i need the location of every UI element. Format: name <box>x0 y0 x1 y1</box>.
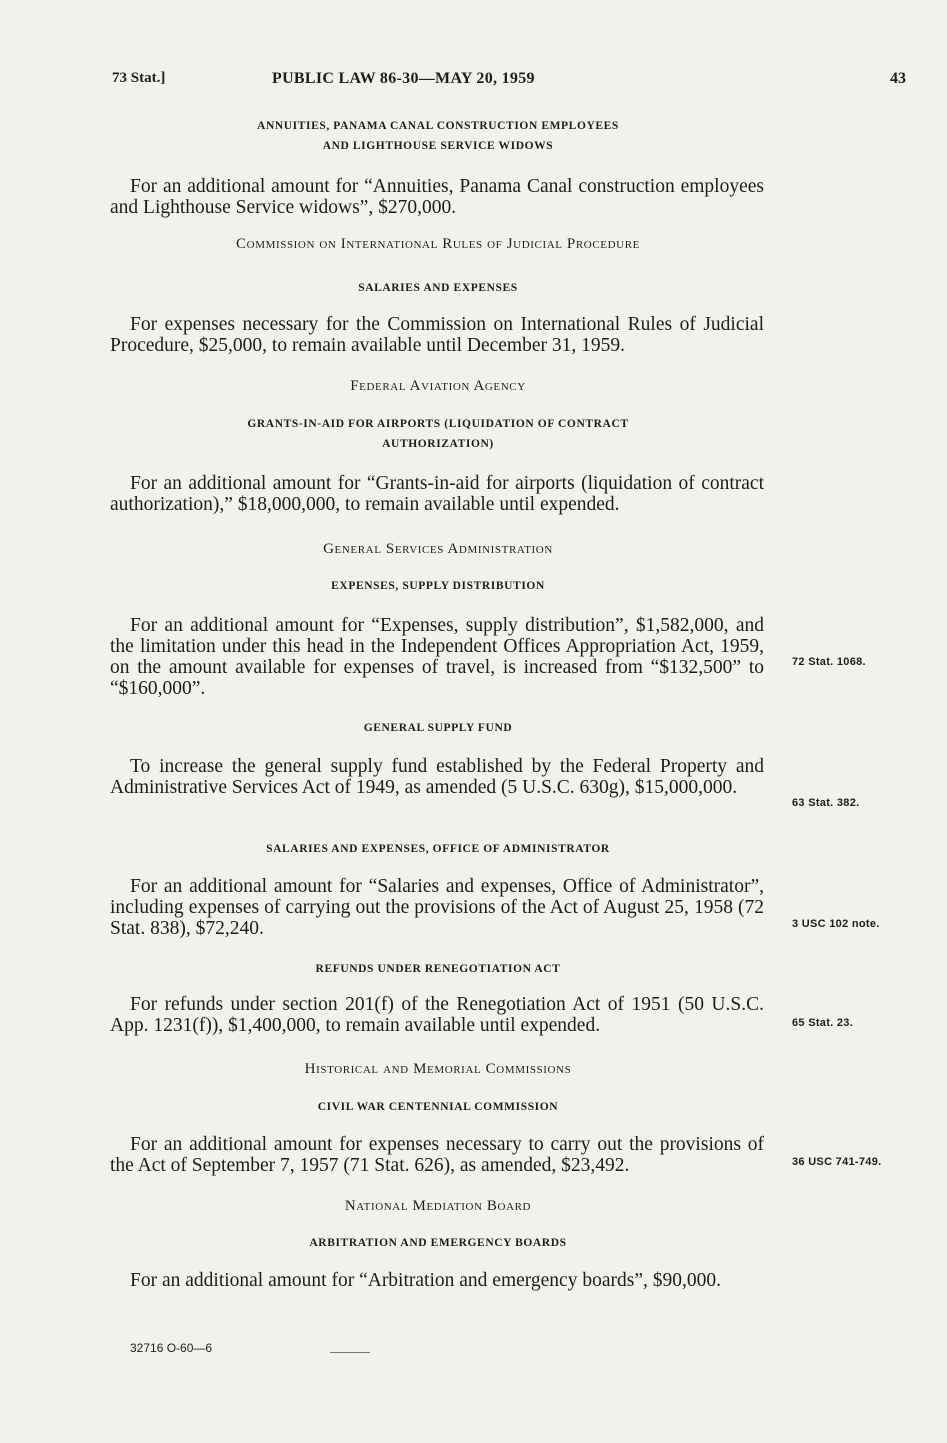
commission-paragraph: For expenses necessary for the Commission on International Rules of Judicial Procedure, $25,000, to remain available until December 31, 1959. <box>110 314 764 356</box>
gsa-expenses-paragraph: For an additional amount for “Expenses, supply distribution”, $1,582,000, and the limitation under this head in the Independent Offices Appropriation Act, 1959, on the amount available for expenses of travel, is increased from “$132,500” to “$160,000”. <box>110 615 764 699</box>
page-title: PUBLIC LAW 86-30—MAY 20, 1959 <box>272 70 535 87</box>
faa-subheading-line-1: GRANTS-IN-AID FOR AIRPORTS (LIQUIDATION OF CONTRACT <box>247 418 629 430</box>
gsa-fund-subheading: GENERAL SUPPLY FUND <box>363 722 513 734</box>
gsa-fund-paragraph: To increase the general supply fund established by the Federal Property and Administrative Services Act of 1949, as amended (5 U.S.C. 630g), $15,000,000. <box>110 756 764 798</box>
page-number: 43 <box>890 70 906 87</box>
nmb-paragraph: For an additional amount for “Arbitration and emergency boards”, $90,000. <box>130 1270 721 1291</box>
footer-rule <box>330 1352 370 1353</box>
historical-paragraph: For an additional amount for expenses necessary to carry out the provisions of the Act of September 7, 1957 (71 Stat. 626), as amended, $23,492. <box>110 1134 764 1176</box>
page-header <box>112 70 912 94</box>
commission-heading: Commission on International Rules of Judicial Procedure <box>236 236 640 252</box>
gsa-salaries-paragraph: For an additional amount for “Salaries and expenses, Office of Administrator”, including expenses of carrying out the provisions of the Act of August 25, 1958 (72 Stat. 838), $72,240. <box>110 876 764 939</box>
gsa-salaries-subheading: SALARIES AND EXPENSES, OFFICE OF ADMINISTRATOR <box>266 843 610 855</box>
gsa-heading: General Services Administration <box>323 541 553 557</box>
margin-note-65-stat: 65 Stat. 23. <box>792 1017 854 1029</box>
margin-note-63-stat: 63 Stat. 382. <box>792 797 860 809</box>
margin-note-72-stat: 72 Stat. 1068. <box>792 656 866 668</box>
commission-subheading: SALARIES AND EXPENSES <box>358 282 518 294</box>
historical-heading: Historical and Memorial Commissions <box>304 1061 572 1077</box>
volume-reference: 73 Stat.] <box>112 70 166 86</box>
margin-note-36-usc: 36 USC 741-749. <box>792 1156 882 1168</box>
nmb-subheading: ARBITRATION AND EMERGENCY BOARDS <box>309 1237 567 1249</box>
faa-subheading-line-2: AUTHORIZATION) <box>382 438 494 450</box>
faa-paragraph: For an additional amount for “Grants-in-aid for airports (liquidation of contract authorization),” $18,000,000, to remain available until expended. <box>110 473 764 515</box>
annuities-heading-line-1: ANNUITIES, PANAMA CANAL CONSTRUCTION EMPLOYEES <box>257 120 619 132</box>
historical-subheading: CIVIL WAR CENTENNIAL COMMISSION <box>317 1101 559 1113</box>
gsa-refunds-paragraph: For refunds under section 201(f) of the Renegotiation Act of 1951 (50 U.S.C. App. 1231(f)), $1,400,000, to remain available until expended. <box>110 994 764 1036</box>
annuities-paragraph: For an additional amount for “Annuities, Panama Canal construction employees and Lighthouse Service widows”, $270,000. <box>110 176 764 218</box>
faa-heading: Federal Aviation Agency <box>350 378 526 394</box>
gsa-refunds-subheading: REFUNDS UNDER RENEGOTIATION ACT <box>315 963 561 975</box>
nmb-heading: National Mediation Board <box>344 1198 532 1214</box>
gsa-expenses-subheading: EXPENSES, SUPPLY DISTRIBUTION <box>331 580 545 592</box>
annuities-heading-line-2: AND LIGHTHOUSE SERVICE WIDOWS <box>322 140 554 152</box>
print-code: 32716 O-60—6 <box>130 1341 213 1355</box>
margin-note-3-usc: 3 USC 102 note. <box>792 918 880 930</box>
